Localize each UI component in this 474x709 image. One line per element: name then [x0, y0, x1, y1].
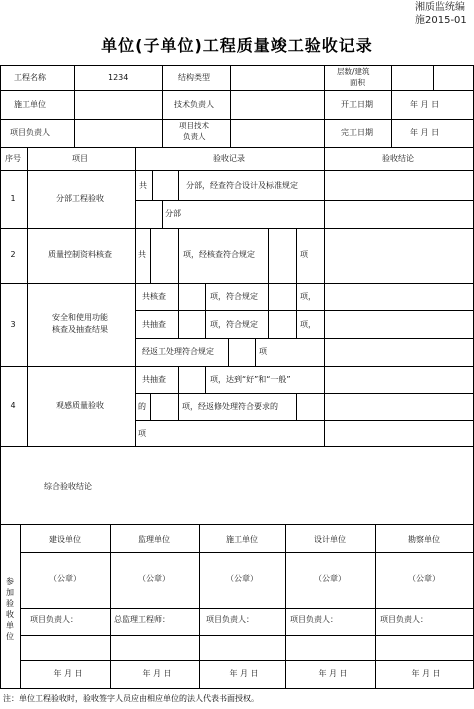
project-tech-lead-line2: 负责人 [183, 132, 206, 141]
footnote: 注：单位工程验收时，验收签字人员应由相应单位的法人代表书面授权。 [3, 694, 259, 703]
completion-date-label: 完工日期 [341, 128, 373, 137]
signoff-date-2: 年 月 日 [142, 669, 172, 678]
row3-record3-b: 项 [259, 347, 267, 356]
completion-date-value: 年 月 日 [410, 128, 440, 137]
construction-unit-label: 施工单位 [14, 100, 46, 109]
tech-lead-label: 技术负责人 [174, 100, 214, 109]
row1-record-b: 分部，经查符合设计及标准规定 [186, 181, 298, 190]
row4-record3: 项 [138, 429, 146, 438]
row2-no: 2 [10, 250, 16, 259]
col-header-conclusion: 验收结论 [382, 154, 414, 163]
row4-record1-a: 共抽查 [142, 375, 166, 384]
row4-record2-b: 项，经返修处理符合要求的 [182, 402, 278, 411]
row1-item: 分部工程验收 [56, 194, 104, 203]
signoff-person-3: 项目负责人： [206, 615, 254, 624]
signoff-stamp-4: （公章） [314, 574, 346, 583]
row1-no: 1 [10, 194, 16, 203]
signoff-stamp-2: （公章） [138, 574, 170, 583]
row2-record-c: 项 [300, 250, 308, 259]
row2-record-b: 项，经核查符合规定 [183, 250, 255, 259]
signoff-date-3: 年 月 日 [229, 669, 259, 678]
row3-record2-b: 项，符合规定 [210, 320, 258, 329]
start-date-value: 年 月 日 [410, 100, 440, 109]
signoff-unit-contractor: 施工单位 [226, 535, 258, 544]
start-date-label: 开工日期 [341, 100, 373, 109]
row2-record-a: 共 [138, 250, 146, 259]
row4-item: 观感质量验收 [56, 401, 104, 410]
doc-code-line1: 湘质监统编 [415, 2, 465, 13]
signoff-date-5: 年 月 日 [411, 669, 441, 678]
project-tech-lead-line1: 项目技术 [179, 121, 209, 130]
signoff-unit-design: 设计单位 [314, 535, 346, 544]
row4-record2-a: 的 [138, 402, 146, 411]
signoff-unit-supervision: 监理单位 [138, 535, 170, 544]
signoff-stamp-1: （公章） [49, 574, 81, 583]
project-name-value: 1234 [108, 73, 129, 82]
row3-no: 3 [10, 320, 16, 329]
row3-item-line1: 安全和使用功能 [52, 313, 108, 322]
signoff-stamp-5: （公章） [408, 574, 440, 583]
signoff-date-4: 年 月 日 [318, 669, 348, 678]
row3-record2-a: 共抽查 [142, 320, 166, 329]
signoff-unit-construction-owner: 建设单位 [49, 535, 81, 544]
signoff-person-4: 项目负责人： [290, 615, 338, 624]
row1-record-a: 共 [139, 181, 147, 190]
row3-record1-b: 项，符合规定 [210, 292, 258, 301]
overall-conclusion-label: 综合验收结论 [44, 482, 92, 491]
signoff-stamp-3: （公章） [226, 574, 258, 583]
doc-code-line2: 施2015-01 [415, 15, 467, 26]
row3-item-line2: 核查及抽查结果 [52, 325, 108, 334]
col-header-item: 项目 [72, 154, 88, 163]
page-title: 单位(子单位)工程质量竣工验收记录 [101, 36, 373, 55]
floors-area-label-line1: 层数/建筑 [337, 67, 370, 76]
signoff-unit-survey: 勘察单位 [408, 535, 440, 544]
row3-record2-c: 项， [300, 320, 316, 329]
row4-record1-b: 项，达到“好”和“一般” [210, 375, 291, 384]
row4-no: 4 [10, 401, 16, 410]
floors-area-label-line2: 面积 [350, 78, 365, 87]
signoff-side-label: 参加验收单位 [6, 577, 14, 641]
signoff-date-1: 年 月 日 [53, 669, 83, 678]
row2-item: 质量控制资料核查 [48, 250, 112, 259]
row3-record1-c: 项， [300, 292, 316, 301]
structure-type-label: 结构类型 [178, 73, 210, 82]
signoff-person-2: 总监理工程师： [114, 615, 170, 624]
col-header-no: 序号 [5, 154, 21, 163]
signoff-person-1: 项目负责人： [30, 615, 78, 624]
signoff-person-5: 项目负责人： [380, 615, 428, 624]
row1-record-2: 分部 [165, 209, 181, 218]
project-manager-label: 项目负责人 [10, 128, 50, 137]
col-header-record: 验收记录 [213, 154, 245, 163]
row3-record3-a: 经返工处理符合规定 [142, 347, 214, 356]
project-name-label: 工程名称 [14, 73, 46, 82]
row3-record1-a: 共核查 [142, 292, 166, 301]
